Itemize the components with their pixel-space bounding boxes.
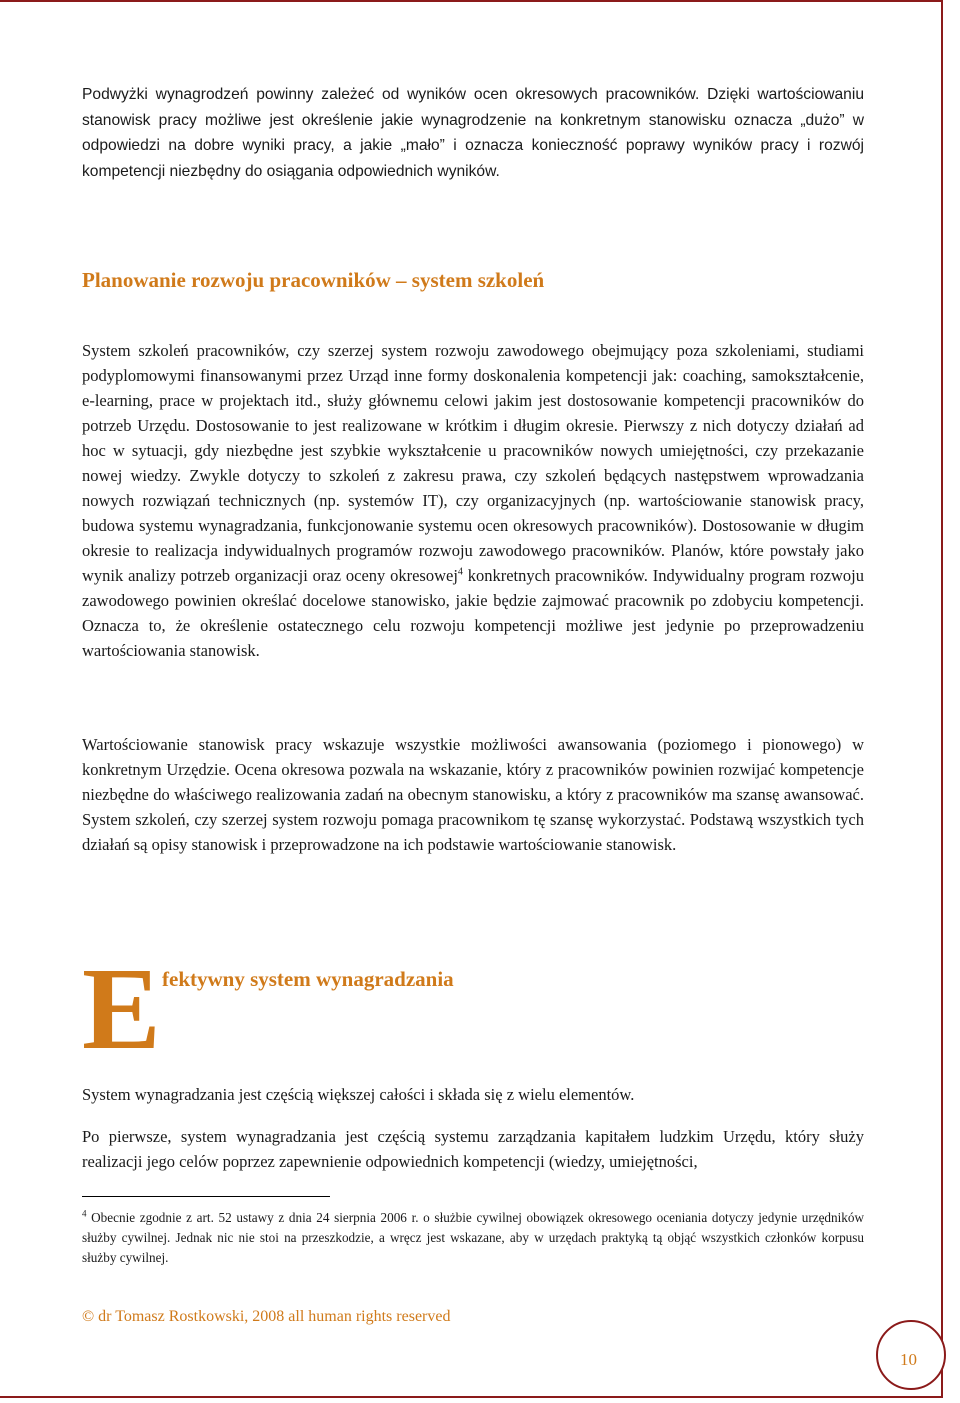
footnote-text: Obecnie zgodnie z art. 52 ustawy z dnia 24 sierpnia 2006 r. o służbie cywilnej obowiązek okresowego oceniania dotyczy jedynie urzędników służby cywilnej. Jednak nic nie stoi na przeszkodzie, a wręcz jest wskazane, aby w urzędach praktyką tą objąć wszystkich członków korpusu służby cywilnej.	[82, 1210, 864, 1265]
footnote-number: 4	[82, 1208, 87, 1219]
footnote-divider	[82, 1196, 330, 1197]
paragraph-job-evaluation: Wartościowanie stanowisk pracy wskazuje wszystkie możliwości awansowania (poziomego i pionowego) w konkretnym Urzędzie. Ocena okresowa pozwala na wskazanie, który z pracowników powinien rozwijać kompetencje niezbędne do właściwego realizowania zadań na obecnym stanowisku, a który z pracowników ma szansę awansować. System szkoleń, czy szerzej system rozwoju pomaga pracownikom tę szansę wykorzystać. Podstawą wszystkich tych działań są opisy stanowisk i przeprowadzone na ich podstawie wartościowanie stanowisk.	[82, 735, 864, 854]
page-number: 10	[900, 1350, 917, 1369]
drop-cap: E	[82, 943, 161, 1074]
paragraph-training-system	[82, 338, 864, 663]
footnote-reference[interactable]: 4	[457, 566, 463, 578]
paragraph-salary-raises: Podwyżki wynagrodzeń powinny zależeć od wyników ocen okresowych pracowników. Dzięki wartościowaniu stanowisk pracy możliwe jest określenie jakie wynagrodzenie na konkretnym stanowisku oznacza „dużo” w odpowiedzi na dobre wyniki pracy, a jakie „mało” i oznacza konieczność poprawy wyników pracy i rozwój kompetencji niezbędny do osiągania odpowiednich wyników.	[82, 86, 864, 180]
copyright-notice: © dr Tomasz Rostkowski, 2008 all human rights reserved	[82, 1308, 451, 1325]
paragraph-pay-system-first: Po pierwsze, system wynagradzania jest częścią systemu zarządzania kapitałem ludzkim Urzędu, który służy realizacji jego celów poprzez zapewnienie odpowiednich kompetencji (wiedzy, umiejętności,	[82, 1127, 864, 1171]
paragraph-pay-system-intro: System wynagradzania jest częścią większej całości i składa się z wielu elementów.	[82, 1085, 635, 1104]
footnote	[82, 1208, 864, 1268]
paragraph-text-part-1: System szkoleń pracowników, czy szerzej system rozwoju zawodowego obejmujący poza szkoleniami, studiami podyplomowymi finansowanymi przez Urząd inne formy doskonalenia kompetencji jak: coaching, samokształcenie, e-learning, prace w projektach itd., służy głównemu celowi jakim jest dostosowanie kompetencji pracowników do potrzeb Urzędu. Dostosowanie to jest realizowane w krótkim i długim okresie. Pierwszy z nich dotyczy działań ad hoc w sytuacji, gdy niezbędne jest szybkie wykształcenie u pracowników nowych umiejętności, czy przekazanie nowej wiedzy. Zwykle dotyczy to szkoleń z zakresu prawa, czy szkoleń będących następstwem wprowadzania nowych rozwiązań technicznych (np. systemów IT), czy organizacyjnych (np. wartościowanie stanowisk pracy, budowa systemu wynagradzania, funkcjonowanie systemu ocen okresowych pracowników). Dostosowanie w długim okresie to realizacja indywidualnych programów rozwoju zawodowego pracowników. Planów, które powstały jako wynik analizy potrzeb organizacji oraz oceny okresowej	[82, 341, 864, 585]
section-heading-pay-system: fektywny system wynagradzania	[162, 967, 454, 991]
section-heading-training: Planowanie rozwoju pracowników – system szkoleń	[82, 268, 545, 292]
paragraph-text-part-2: konkretnych pracowników. Indywidualny program rozwoju zawodowego powinien określać docelowe stanowisko, jakie będzie zajmować pracownik po zdobyciu kompetencji. Oznacza to, że określenie ostatecznego celu rozwoju kompetencji możliwe jest jedynie po przeprowadzeniu wartościowania stanowisk.	[82, 566, 864, 660]
